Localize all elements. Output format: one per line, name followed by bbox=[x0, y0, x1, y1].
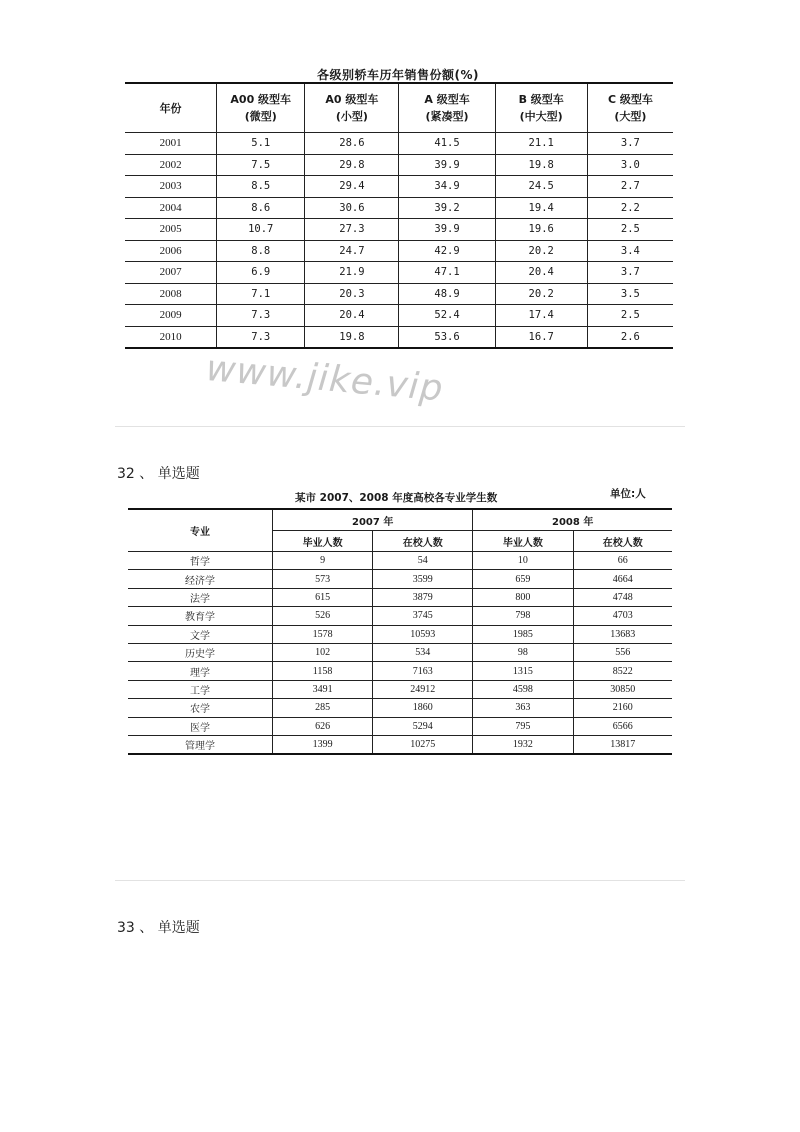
header-subline: (紧凑型) bbox=[425, 110, 469, 123]
count-cell: 30850 bbox=[573, 680, 672, 698]
count-cell: 4664 bbox=[573, 570, 672, 588]
count-cell: 659 bbox=[473, 570, 573, 588]
share-cell: 20.4 bbox=[305, 305, 399, 327]
table-row bbox=[128, 680, 672, 698]
share-cell: 24.7 bbox=[305, 240, 399, 262]
header-cell bbox=[587, 83, 673, 133]
header-cell bbox=[399, 83, 495, 133]
section-divider bbox=[115, 426, 685, 427]
share-cell: 7.5 bbox=[217, 154, 305, 176]
section-divider bbox=[115, 880, 685, 881]
table-row bbox=[125, 197, 673, 219]
count-cell: 1860 bbox=[373, 699, 473, 717]
count-cell: 1399 bbox=[273, 735, 373, 754]
share-cell: 28.6 bbox=[305, 133, 399, 155]
count-cell: 285 bbox=[273, 699, 373, 717]
count-cell: 1985 bbox=[473, 625, 573, 643]
share-cell: 5.1 bbox=[217, 133, 305, 155]
table-row bbox=[125, 240, 673, 262]
count-cell: 8522 bbox=[573, 662, 672, 680]
table-row bbox=[125, 219, 673, 241]
count-cell: 1578 bbox=[273, 625, 373, 643]
share-cell: 20.2 bbox=[495, 283, 587, 305]
year-cell: 2002 bbox=[125, 154, 217, 176]
table-row bbox=[128, 699, 672, 717]
share-cell: 29.8 bbox=[305, 154, 399, 176]
count-cell: 800 bbox=[473, 588, 573, 606]
subheader-enrolled: 在校人数 bbox=[573, 531, 672, 552]
count-cell: 1315 bbox=[473, 662, 573, 680]
question-33-label: 33 、 单选题 bbox=[117, 920, 200, 936]
header-subline: (中大型) bbox=[519, 110, 563, 123]
header-subline: (大型) bbox=[614, 110, 647, 123]
major-cell: 教育学 bbox=[128, 607, 273, 625]
share-cell: 47.1 bbox=[399, 262, 495, 284]
share-cell: 10.7 bbox=[217, 219, 305, 241]
share-cell: 19.8 bbox=[305, 326, 399, 348]
count-cell: 10275 bbox=[373, 735, 473, 754]
share-cell: 16.7 bbox=[495, 326, 587, 348]
count-cell: 4703 bbox=[573, 607, 672, 625]
count-cell: 573 bbox=[273, 570, 373, 588]
table-row bbox=[125, 305, 673, 327]
year-cell: 2004 bbox=[125, 197, 217, 219]
share-cell: 17.4 bbox=[495, 305, 587, 327]
table-row bbox=[128, 625, 672, 643]
header-cell bbox=[217, 83, 305, 133]
major-cell: 历史学 bbox=[128, 643, 273, 661]
share-cell: 7.1 bbox=[217, 283, 305, 305]
share-cell: 34.9 bbox=[399, 176, 495, 198]
header-line: A 级型车 bbox=[424, 93, 470, 106]
share-cell: 42.9 bbox=[399, 240, 495, 262]
year-cell: 2008 bbox=[125, 283, 217, 305]
count-cell: 795 bbox=[473, 717, 573, 735]
table-row bbox=[128, 717, 672, 735]
table-row bbox=[125, 326, 673, 348]
car-sales-share-table bbox=[125, 82, 673, 349]
share-cell: 19.6 bbox=[495, 219, 587, 241]
share-cell: 53.6 bbox=[399, 326, 495, 348]
count-cell: 24912 bbox=[373, 680, 473, 698]
header-subline: (微型) bbox=[244, 110, 277, 123]
count-cell: 6566 bbox=[573, 717, 672, 735]
share-cell: 29.4 bbox=[305, 176, 399, 198]
share-cell: 39.2 bbox=[399, 197, 495, 219]
subheader-enrolled: 在校人数 bbox=[373, 531, 473, 552]
table-row bbox=[128, 643, 672, 661]
count-cell: 526 bbox=[273, 607, 373, 625]
count-cell: 4748 bbox=[573, 588, 672, 606]
table-row bbox=[125, 283, 673, 305]
share-cell: 2.7 bbox=[587, 176, 673, 198]
share-cell: 3.0 bbox=[587, 154, 673, 176]
count-cell: 363 bbox=[473, 699, 573, 717]
year-cell: 2009 bbox=[125, 305, 217, 327]
table-row bbox=[128, 570, 672, 588]
count-cell: 556 bbox=[573, 643, 672, 661]
share-cell: 39.9 bbox=[399, 219, 495, 241]
table-row bbox=[128, 588, 672, 606]
share-cell: 39.9 bbox=[399, 154, 495, 176]
count-cell: 3879 bbox=[373, 588, 473, 606]
share-cell: 7.3 bbox=[217, 305, 305, 327]
year-cell: 2001 bbox=[125, 133, 217, 155]
count-cell: 615 bbox=[273, 588, 373, 606]
count-cell: 102 bbox=[273, 643, 373, 661]
share-cell: 6.9 bbox=[217, 262, 305, 284]
share-cell: 19.4 bbox=[495, 197, 587, 219]
share-cell: 3.7 bbox=[587, 133, 673, 155]
share-cell: 2.5 bbox=[587, 219, 673, 241]
year-cell: 2007 bbox=[125, 262, 217, 284]
share-cell: 30.6 bbox=[305, 197, 399, 219]
table-row bbox=[128, 662, 672, 680]
year-cell: 2006 bbox=[125, 240, 217, 262]
major-cell: 理学 bbox=[128, 662, 273, 680]
subheader-graduates: 毕业人数 bbox=[473, 531, 573, 552]
count-cell: 4598 bbox=[473, 680, 573, 698]
share-cell: 8.5 bbox=[217, 176, 305, 198]
count-cell: 3745 bbox=[373, 607, 473, 625]
major-cell: 医学 bbox=[128, 717, 273, 735]
table-row bbox=[128, 607, 672, 625]
share-cell: 3.7 bbox=[587, 262, 673, 284]
table-row bbox=[125, 133, 673, 155]
major-cell: 经济学 bbox=[128, 570, 273, 588]
table2-unit: 单位:人 bbox=[610, 488, 646, 500]
count-cell: 3491 bbox=[273, 680, 373, 698]
count-cell: 10593 bbox=[373, 625, 473, 643]
count-cell: 3599 bbox=[373, 570, 473, 588]
count-cell: 98 bbox=[473, 643, 573, 661]
major-cell: 管理学 bbox=[128, 735, 273, 754]
count-cell: 1158 bbox=[273, 662, 373, 680]
major-cell: 工学 bbox=[128, 680, 273, 698]
count-cell: 626 bbox=[273, 717, 373, 735]
table-row bbox=[125, 176, 673, 198]
table-row bbox=[125, 154, 673, 176]
table-row bbox=[128, 552, 672, 570]
header-line: B 级型车 bbox=[518, 93, 564, 106]
header-line: A0 级型车 bbox=[325, 93, 379, 106]
share-cell: 20.2 bbox=[495, 240, 587, 262]
year-cell: 2010 bbox=[125, 326, 217, 348]
share-cell: 27.3 bbox=[305, 219, 399, 241]
count-cell: 9 bbox=[273, 552, 373, 570]
watermark: www.jike.vip bbox=[204, 348, 446, 410]
share-cell: 7.3 bbox=[217, 326, 305, 348]
share-cell: 19.8 bbox=[495, 154, 587, 176]
header-cell bbox=[495, 83, 587, 133]
count-cell: 13817 bbox=[573, 735, 672, 754]
header-cell bbox=[125, 83, 217, 133]
header-year-2007: 2007 年 bbox=[273, 509, 473, 531]
share-cell: 8.6 bbox=[217, 197, 305, 219]
share-cell: 3.4 bbox=[587, 240, 673, 262]
table-header-row bbox=[128, 509, 672, 531]
header-major: 专业 bbox=[128, 509, 273, 552]
question-32-label: 32 、 单选题 bbox=[117, 466, 200, 482]
major-cell: 法学 bbox=[128, 588, 273, 606]
count-cell: 13683 bbox=[573, 625, 672, 643]
share-cell: 2.2 bbox=[587, 197, 673, 219]
count-cell: 798 bbox=[473, 607, 573, 625]
major-cell: 哲学 bbox=[128, 552, 273, 570]
share-cell: 8.8 bbox=[217, 240, 305, 262]
header-cell bbox=[305, 83, 399, 133]
share-cell: 2.6 bbox=[587, 326, 673, 348]
count-cell: 2160 bbox=[573, 699, 672, 717]
major-cell: 农学 bbox=[128, 699, 273, 717]
share-cell: 52.4 bbox=[399, 305, 495, 327]
share-cell: 24.5 bbox=[495, 176, 587, 198]
share-cell: 21.9 bbox=[305, 262, 399, 284]
count-cell: 5294 bbox=[373, 717, 473, 735]
count-cell: 7163 bbox=[373, 662, 473, 680]
count-cell: 1932 bbox=[473, 735, 573, 754]
table-row bbox=[128, 735, 672, 754]
share-cell: 21.1 bbox=[495, 133, 587, 155]
header-line: A00 级型车 bbox=[230, 93, 292, 106]
major-cell: 文学 bbox=[128, 625, 273, 643]
count-cell: 534 bbox=[373, 643, 473, 661]
header-line: 年份 bbox=[159, 101, 182, 115]
header-line: C 级型车 bbox=[607, 93, 653, 106]
table-row bbox=[125, 262, 673, 284]
count-cell: 54 bbox=[373, 552, 473, 570]
count-cell: 66 bbox=[573, 552, 672, 570]
share-cell: 20.3 bbox=[305, 283, 399, 305]
share-cell: 2.5 bbox=[587, 305, 673, 327]
share-cell: 20.4 bbox=[495, 262, 587, 284]
student-count-table bbox=[128, 508, 672, 755]
table2-title: 某市 2007、2008 年度高校各专业学生数 bbox=[295, 492, 498, 504]
table1-title: 各级别轿车历年销售份额(%) bbox=[317, 68, 479, 82]
header-subline: (小型) bbox=[335, 110, 368, 123]
header-year-2008: 2008 年 bbox=[473, 509, 672, 531]
share-cell: 41.5 bbox=[399, 133, 495, 155]
share-cell: 48.9 bbox=[399, 283, 495, 305]
count-cell: 10 bbox=[473, 552, 573, 570]
share-cell: 3.5 bbox=[587, 283, 673, 305]
year-cell: 2005 bbox=[125, 219, 217, 241]
year-cell: 2003 bbox=[125, 176, 217, 198]
subheader-graduates: 毕业人数 bbox=[273, 531, 373, 552]
table-header-row bbox=[125, 83, 673, 133]
